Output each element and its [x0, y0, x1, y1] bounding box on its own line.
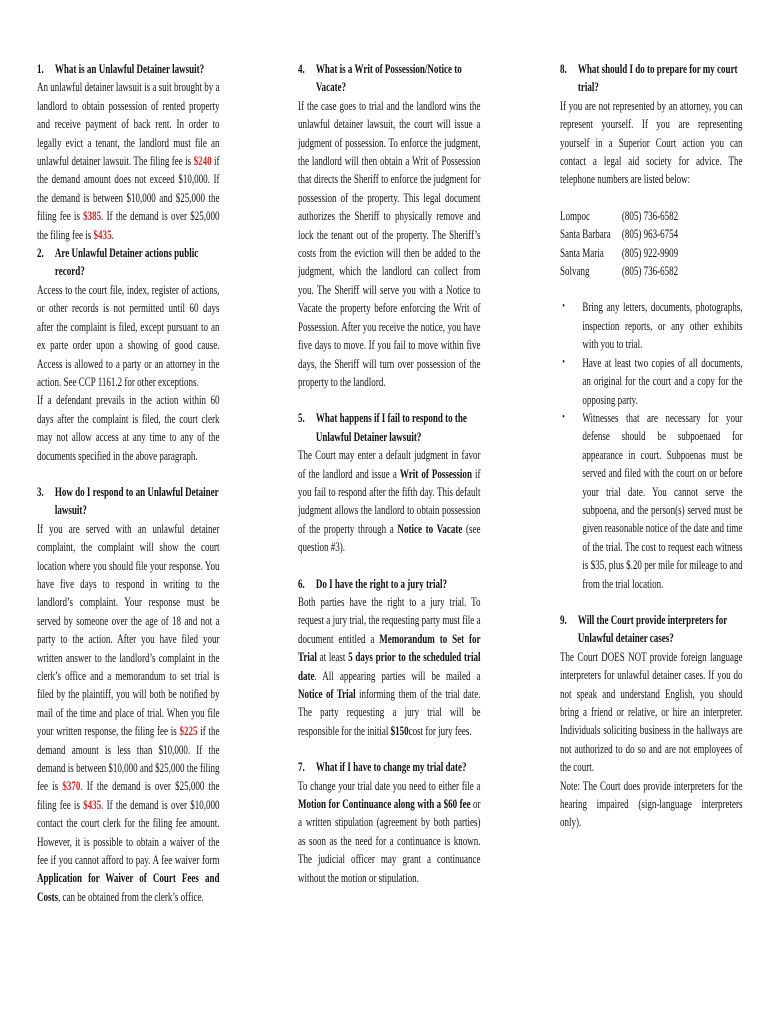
question-8-heading [560, 60, 743, 97]
list-item: • Witnesses that are necessary for your defense should be subpoenaed for appearance in court. Subpoenas must be served and filed with the court on or before your trial date. You cannot serve the subpoena, and the person(s) served must be given reasonable notice of the date and time of the trial. The cost to request each witness is $35, plus $.20 per mile for mileage to and from the trial location. [560, 409, 743, 593]
answer-2-paragraph-1: Access to the court file, index, register of actions, or other records is not permitted until 60 days after the complaint is filed, except pursuant to an ex parte order upon a showing of good cause. Access is allowed to a party or an attorney in the action. See CCP 1161.2 for other exceptions. [37, 282, 220, 389]
answer-7: To change your trial date you need to either file a Motion for Continuance along with a $60 fee or a written stipulation (agreement by both parties) as soon as the need for a continuance is known. The judicial officer may grant a continuance without the motion or stipulation. [298, 778, 481, 885]
question-number: 8. [560, 62, 567, 76]
question-number: 9. [560, 612, 567, 627]
question-6-heading [298, 575, 481, 593]
question-5-heading [298, 409, 481, 446]
column-3 [560, 60, 743, 832]
bullet-icon: • [562, 356, 565, 368]
question-3-heading [37, 483, 220, 520]
bullet-icon: • [562, 301, 565, 313]
column-1 [37, 60, 218, 906]
answer-9-note: Note: The Court does provide interpreters for the hearing impaired (sign-language interpreters only). [560, 778, 743, 830]
fee-waiver-form-name: Application for Waiver of Court Fees and Costs [37, 871, 220, 904]
question-title: Will the Court provide interpreters for Unlawful detainer cases? [577, 612, 728, 646]
fee-amount: $435 [93, 227, 112, 242]
fee-amount: $370 [62, 779, 81, 794]
question-number: 1. [37, 62, 44, 76]
column-2 [298, 60, 481, 887]
answer-9: The Court DOES NOT provide foreign language interpreters for unlawful detainer cases. If you do not speak and understand English, you should bring a friend or relative, or hire an interpreter. Individuals soliciting business in the hallways are not authorized to do so and are not employees of the court. [560, 649, 743, 775]
question-number: 7. [298, 760, 305, 775]
list-item: • Have at least two copies of all documents, an original for the court and a copy for the opposing party. [560, 354, 743, 409]
question-2-heading [37, 244, 220, 281]
question-number: 4. [298, 62, 305, 76]
answer-1: An unlawful detainer lawsuit is a suit brought by a landlord to obtain possession of rented property and receive payment of back rent. In order to legally evict a tenant, the landlord must file an unlawful detainer lawsuit. The filing fee is $240 if the demand amount does not exceed $10,000. If the demand is between $10,000 and $25,000 the filing fee is $385. If the demand is over $25,000 the filing fee is $435. [37, 80, 220, 242]
fee-amount: $240 [193, 154, 212, 169]
answer-4: If the case goes to trial and the landlord wins the unlawful detainer lawsuit, the court will issue a judgment of possession. To enforce the judgment, the landlord will then obtain a Writ of Possession that directs the Sheriff to enforce the judgment for possession of the property. This legal document authorizes the Sheriff to physically remove and lock the tenant out of the property. The Sheriff’s costs from the eviction will then be added to the judgment, which the landlord can collect from you. The Sheriff will serve you with a Notice to Vacate the property before enforcing the Writ of Possession. After you receive the notice, you have five days to move. If you fail to move within five days, the Sheriff will turn over possession of the property to the landlord. [298, 98, 481, 389]
question-7-heading [298, 758, 481, 776]
contact-row: Lompoc (805) 736-6582 [560, 208, 679, 223]
legal-aid-contacts [560, 207, 743, 281]
question-number: 3. [37, 484, 44, 499]
question-title: How do I respond to an Unlawful Detainer lawsuit? [54, 484, 219, 518]
question-number: 6. [298, 576, 305, 591]
contact-row: Solvang (805) 736-6582 [560, 264, 679, 279]
fee-amount: $435 [83, 797, 102, 812]
question-title: Are Unlawful Detainer actions public record? [54, 246, 199, 279]
question-number: 5. [298, 411, 305, 426]
question-title: What if I have to change my trial date? [315, 760, 467, 775]
contact-row: Santa Barbara (805) 963-6754 [560, 227, 679, 242]
bullet-icon: • [562, 411, 565, 423]
question-4-heading [298, 60, 481, 97]
question-number: 2. [37, 246, 44, 261]
question-title: What is a Writ of Possession/Notice to Vacate? [315, 62, 462, 95]
fee-amount: $225 [179, 724, 198, 739]
question-title: What is an Unlawful Detainer lawsuit? [54, 62, 205, 76]
question-9-heading [560, 611, 743, 648]
answer-6: Both parties have the right to a jury trial. To request a jury trial, the requesting party must file a document entitled a Memorandum to Set for Trial at least 5 days prior to the scheduled trial date. All appearing parties will be mailed a Notice of Trial informing them of the trial date. The party requesting a jury trial will be responsible for the initial $150cost for jury fees. [298, 594, 481, 738]
answer-5: The Court may enter a default judgment in favor of the landlord and issue a Writ of Possession if you fail to respond after the fifth day. This default judgment allows the landlord to obtain possession of the property through a Notice to Vacate (see question #3). [298, 448, 481, 555]
answer-8: If you are not represented by an attorney, you can represent yourself. If you are representing yourself in a Superior Court action you can contact a legal aid society for advice. The telephone numbers are listed below: [560, 98, 743, 187]
question-title: What should I do to prepare for my court trial? [577, 62, 738, 95]
question-title: What happens if I fail to respond to the Unlawful Detainer lawsuit? [315, 411, 467, 444]
question-1-heading [37, 60, 220, 78]
fee-amount: $385 [83, 209, 102, 224]
list-item: • Bring any letters, documents, photographs, inspection reports, or any other exhibits with you to trial. [560, 298, 743, 353]
contact-row: Santa Maria (805) 922-9909 [560, 245, 679, 260]
trial-preparation-list [560, 298, 743, 593]
answer-2-paragraph-2: If a defendant prevails in the action within 60 days after the complaint is filed, the court clerk may not allow access at any time to any of the documents specified in the above paragraph. [37, 393, 220, 463]
answer-3: If you are served with an unlawful detainer complaint, the complaint will show the court location where you should file your response. You have five days to respond in writing to the landlord’s complaint. Your response must be served by someone over the age of 18 and not a party to the action. After you have filed your written answer to the landlord’s complaint in the clerk’s office and a memorandum to set trial is filed by the plaintiff, you will both be notified by mail of the time and place of trial. When you file your written response, the filing fee is $225 if the demand amount is less than $10,000. If the demand is between $10,000 and $25,000 the filing fee is $370. If the demand is over $25,000 the filing fee is $435. If the demand is over $10,000 contact the court clerk for the filing fee amount. However, it is possible to obtain a waiver of the fee if you cannot afford to pay. A fee waiver form Application for Waiver of Court Fees and Costs, can be obtained from the clerk’s office. [37, 521, 220, 904]
question-title: Do I have the right to a jury trial? [315, 576, 448, 591]
